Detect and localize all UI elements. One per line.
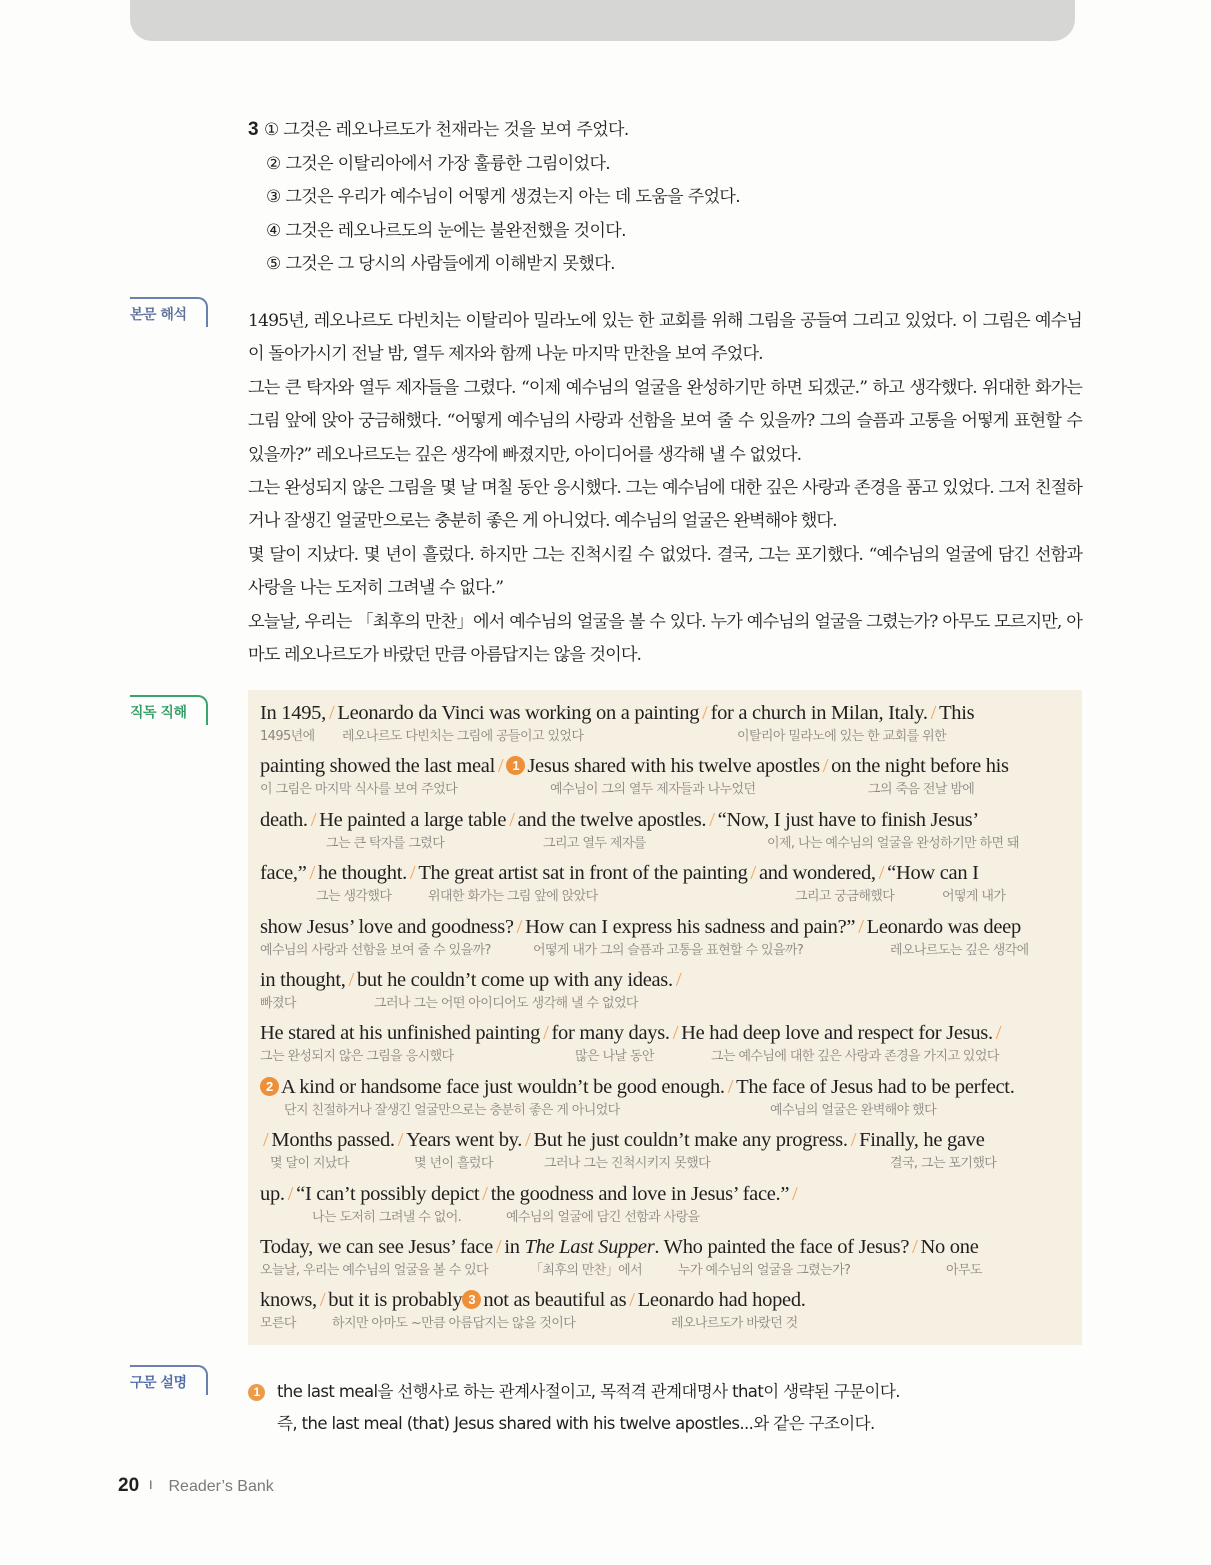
korean-gloss: 위대한 화가는 그림 앞에 앉았다 bbox=[428, 889, 598, 905]
korean-gloss: 예수님의 사랑과 선함을 보여 줄 수 있을까? bbox=[260, 942, 491, 958]
english-chunk: and wondered, bbox=[758, 862, 876, 885]
english-chunk-line bbox=[260, 914, 1070, 940]
korean-gloss: 몇 달이 지났다 bbox=[270, 1156, 349, 1172]
chunk-slash: / bbox=[287, 1182, 294, 1205]
section-tab-grammar: 구문 설명 bbox=[130, 1365, 208, 1395]
book-title: Reader’s Bank bbox=[168, 1478, 274, 1495]
english-chunk: show Jesus’ love and goodness? bbox=[260, 915, 514, 938]
chunk-slash: / bbox=[727, 1075, 734, 1098]
english-chunk: but he couldn’t come up with any ideas. bbox=[356, 968, 673, 991]
english-chunk: he thought. bbox=[317, 862, 407, 885]
english-chunk: He stared at his unfinished painting bbox=[260, 1022, 541, 1045]
korean-gloss-line bbox=[260, 832, 1070, 852]
english-chunk: He had deep love and respect for Jesus. bbox=[681, 1022, 993, 1045]
korean-gloss: 빠졌다 bbox=[260, 995, 296, 1011]
english-chunk: and the twelve apostles. bbox=[517, 808, 707, 831]
english-chunk-line bbox=[260, 1074, 1070, 1100]
reading-line bbox=[260, 914, 1070, 967]
english-chunk: “Now, I just have to finish Jesus’ bbox=[717, 808, 979, 831]
translation-paragraph: 그는 큰 탁자와 열두 제자들을 그렸다. “이제 예수님의 얼굴을 완성하기만 하면 되겠군.” 하고 생각했다. 위대한 화가는 그림 앞에 앉아 궁금해했다. “어떻게 예수님의 사랑과 선함을 보여 줄 수 있을까? 그의 슬픔과 고통을 어떻게 표현할 수 있을까?” 레오나르도는 깊은 생각에 빠졌지만, 아이디어를 생각해 낼 수 없었다. bbox=[248, 377, 1082, 465]
korean-gloss: 어떻게 내가 bbox=[942, 889, 1006, 905]
english-chunk: He painted a large table bbox=[319, 808, 507, 831]
chunk-slash: / bbox=[310, 808, 317, 831]
korean-gloss-line bbox=[260, 992, 1070, 1012]
reading-line bbox=[260, 1074, 1070, 1127]
korean-gloss: 예수님의 얼굴은 완벽해야 했다 bbox=[770, 1102, 937, 1118]
reading-line bbox=[260, 753, 1070, 806]
chunk-slash: / bbox=[495, 1235, 502, 1258]
korean-gloss: 그러나 그는 어떤 아이디어도 생각해 낼 수 없었다 bbox=[374, 995, 638, 1011]
chunk-slash: / bbox=[309, 862, 315, 885]
korean-gloss: 그는 큰 탁자를 그렸다 bbox=[326, 835, 445, 851]
english-chunk: for many days. bbox=[551, 1022, 670, 1045]
number-badge-icon: 3 bbox=[462, 1290, 481, 1309]
translation-paragraph: 몇 달이 지났다. 몇 년이 흘렀다. 하지만 그는 진척시킬 수 없었다. 결국, 그는 포기했다. “예수님의 얼굴에 담긴 선함과 사랑을 나는 도저히 그려낼 수 없다.” bbox=[248, 544, 1082, 599]
korean-gloss-line bbox=[260, 725, 1070, 745]
chunk-slash: / bbox=[319, 1289, 326, 1312]
korean-gloss: 그의 죽음 전날 밤에 bbox=[868, 782, 975, 798]
korean-gloss: 예수님의 얼굴에 담긴 선함과 사랑을 bbox=[506, 1209, 700, 1225]
chunk-slash: / bbox=[750, 862, 756, 885]
korean-gloss: 나는 도저히 그려낼 수 없어. bbox=[312, 1209, 462, 1225]
english-chunk: But he just couldn’t make any progress. bbox=[533, 1129, 848, 1152]
english-chunk: No one bbox=[920, 1235, 979, 1258]
korean-gloss: 이제, 나는 예수님의 얼굴을 완성하기만 하면 돼 bbox=[767, 835, 1019, 851]
english-chunk: up. bbox=[260, 1182, 285, 1205]
chunk-slash: / bbox=[858, 915, 864, 938]
grammar-line bbox=[248, 1376, 900, 1408]
chunk-slash: / bbox=[328, 702, 335, 724]
number-badge-icon: 1 bbox=[506, 756, 525, 775]
reading-line bbox=[260, 700, 1070, 753]
korean-gloss: 그러나 그는 진척시키지 못했다 bbox=[544, 1156, 711, 1172]
chunk-slash: / bbox=[409, 862, 416, 885]
english-chunk: In 1495, bbox=[260, 702, 326, 724]
option-text: ② 그것은 이탈리아에서 가장 훌륭한 그림이었다. bbox=[266, 153, 611, 174]
english-chunk-line bbox=[260, 753, 1070, 779]
chunk-slash: / bbox=[516, 915, 523, 938]
english-chunk: Today, we can see Jesus’ face bbox=[260, 1235, 493, 1258]
english-chunk: painting showed the last meal bbox=[260, 755, 495, 778]
english-chunk: “I can’t possibly depict bbox=[296, 1182, 480, 1205]
answer-option bbox=[248, 183, 740, 217]
korean-gloss: 아무도 bbox=[946, 1262, 982, 1278]
grammar-text: 즉, the last meal (that) Jesus shared with his twelve apostles...와 같은 구조이다. bbox=[277, 1414, 875, 1433]
top-decorative-bar bbox=[130, 0, 1075, 41]
english-chunk: The great artist sat in front of the painting bbox=[418, 862, 748, 885]
korean-gloss: 오늘날, 우리는 예수님의 얼굴을 볼 수 있다 bbox=[260, 1262, 489, 1278]
english-chunk: Years went by. bbox=[406, 1129, 523, 1152]
korean-gloss: 이 그림은 마지막 식사를 보여 주었다 bbox=[260, 782, 458, 798]
option-text: ① 그것은 레오나르도가 천재라는 것을 보여 주었다. bbox=[263, 120, 629, 140]
english-chunk: on the night before his bbox=[831, 755, 1009, 778]
chunk-slash: / bbox=[912, 1235, 918, 1258]
page-number: 20 bbox=[118, 1475, 140, 1496]
answer-option bbox=[248, 250, 740, 284]
korean-gloss: 레오나르도 다빈치는 그림에 공들이고 있었다 bbox=[342, 729, 584, 744]
korean-gloss: 그는 완성되지 않은 그림을 응시했다 bbox=[260, 1049, 454, 1065]
translation-paragraph: 그는 완성되지 않은 그림을 몇 날 며칠 동안 응시했다. 그는 예수님에 대한 깊은 사랑과 존경을 품고 있었다. 그저 친절하거나 잘생긴 얼굴만으로는 충분히 좋은 게 아니었다. 예수님의 얼굴은 완벽해야 했다. bbox=[248, 478, 1082, 532]
english-chunk: the goodness and love in Jesus’ face.” bbox=[490, 1182, 790, 1205]
english-chunk: This bbox=[939, 702, 975, 724]
english-chunk-line bbox=[260, 967, 1070, 993]
reading-line bbox=[260, 1234, 1070, 1287]
korean-gloss-line bbox=[260, 1099, 1070, 1119]
grammar-explanation bbox=[248, 1376, 900, 1440]
chunk-slash: / bbox=[543, 1022, 549, 1045]
korean-gloss: 그리고 궁금해했다 bbox=[795, 889, 895, 905]
korean-gloss: 예수님이 그의 열두 제자들과 나누었던 bbox=[550, 782, 756, 798]
english-chunk: The Last Supper bbox=[524, 1235, 655, 1258]
english-chunk-line bbox=[260, 807, 1070, 833]
korean-gloss: 그리고 열두 제자를 bbox=[543, 835, 646, 851]
section-tab-direct-reading: 직독 직해 bbox=[130, 695, 208, 725]
reading-line bbox=[260, 1181, 1070, 1234]
english-chunk: . Who painted the face of Jesus? bbox=[654, 1235, 910, 1258]
korean-gloss: 레오나르도가 바랐던 것 bbox=[671, 1316, 798, 1332]
chunk-slash: / bbox=[509, 808, 515, 831]
english-chunk: Leonardo had hoped. bbox=[637, 1289, 806, 1312]
korean-gloss: 누가 예수님의 얼굴을 그렸는가? bbox=[678, 1262, 851, 1278]
english-chunk: for a church in Milan, Italy. bbox=[710, 702, 928, 724]
chunk-slash: / bbox=[672, 1022, 679, 1045]
reading-line bbox=[260, 1020, 1070, 1073]
english-chunk: Months passed. bbox=[271, 1129, 395, 1152]
korean-gloss: 그는 생각했다 bbox=[316, 889, 392, 905]
english-chunk: but it is probably bbox=[328, 1289, 463, 1312]
number-badge-icon: 1 bbox=[248, 1384, 265, 1401]
footer-separator: I bbox=[149, 1478, 153, 1492]
question-number: 3 bbox=[248, 119, 258, 140]
korean-gloss: 많은 나날 동안 bbox=[575, 1049, 654, 1065]
reading-line bbox=[260, 860, 1070, 913]
chunk-slash: / bbox=[263, 1129, 269, 1152]
answer-option bbox=[248, 217, 740, 251]
english-chunk: in thought, bbox=[260, 968, 346, 991]
english-chunk: “How can I bbox=[887, 862, 979, 885]
korean-gloss: 1495년에 bbox=[260, 729, 315, 744]
korean-gloss-line bbox=[260, 939, 1070, 959]
chunk-slash: / bbox=[525, 1129, 531, 1152]
grammar-line bbox=[248, 1408, 900, 1440]
grammar-text: the last meal을 선행사로 하는 관계사절이고, 목적격 관계대명사 that이 생략된 구문이다. bbox=[277, 1382, 900, 1401]
english-chunk: A kind or handsome face just wouldn’t be good enough. bbox=[281, 1075, 725, 1098]
answer-options bbox=[248, 116, 740, 284]
korean-gloss-line bbox=[260, 778, 1070, 798]
chunk-slash: / bbox=[497, 755, 504, 778]
korean-gloss: 단지 친절하거나 잘생긴 얼굴만으로는 충분히 좋은 게 아니었다 bbox=[284, 1102, 620, 1118]
english-chunk-line bbox=[260, 700, 1070, 726]
korean-gloss: 「최후의 만찬」에서 bbox=[530, 1262, 643, 1278]
korean-gloss: 몇 년이 흘렀다 bbox=[414, 1156, 493, 1172]
korean-gloss-line bbox=[260, 1045, 1070, 1065]
english-chunk: How can I express his sadness and pain?” bbox=[525, 915, 856, 938]
chunk-slash: / bbox=[348, 968, 354, 991]
korean-gloss-line bbox=[260, 1206, 1070, 1226]
chunk-slash: / bbox=[482, 1182, 488, 1205]
option-text: ③ 그것은 우리가 예수님이 어떻게 생겼는지 아는 데 도움을 주었다. bbox=[266, 187, 741, 207]
english-chunk: Leonardo was deep bbox=[866, 915, 1021, 938]
chunk-slash: / bbox=[397, 1129, 404, 1152]
english-chunk-line bbox=[260, 1234, 1070, 1260]
english-chunk: not as beautiful as bbox=[483, 1289, 627, 1312]
english-chunk-line bbox=[260, 1020, 1070, 1046]
english-chunk-line bbox=[260, 860, 1070, 886]
chunk-slash: / bbox=[930, 702, 937, 724]
translation-paragraph: 1495년, 레오나르도 다빈치는 이탈리아 밀라노에 있는 한 교회를 위해 그림을 공들여 그리고 있었다. 이 그림은 예수님이 돌아가시기 전날 밤, 열두 제자와 함께 나눈 마지막 만찬을 보여 주었다. bbox=[248, 311, 1082, 365]
korean-gloss: 이탈리아 밀라노에 있는 한 교회를 위한 bbox=[737, 729, 946, 744]
english-chunk: face,” bbox=[260, 862, 307, 885]
chunk-slash: / bbox=[822, 755, 829, 778]
korean-gloss: 어떻게 내가 그의 슬픔과 고통을 표현할 수 있을까? bbox=[533, 942, 804, 958]
english-chunk-line bbox=[260, 1127, 1070, 1153]
option-text: ⑤ 그것은 그 당시의 사람들에게 이해받지 못했다. bbox=[266, 254, 615, 274]
korean-gloss-line bbox=[260, 1152, 1070, 1172]
translation-paragraph: 오늘날, 우리는 「최후의 만찬」에서 예수님의 얼굴을 볼 수 있다. 누가 예수님의 얼굴을 그렸는가? 아무도 모르지만, 아마도 레오나르도가 바랐던 만큼 아름답지는 않을 것이다. bbox=[248, 611, 1082, 666]
chunk-slash: / bbox=[878, 862, 885, 885]
answer-option bbox=[248, 116, 740, 150]
korean-gloss: 하지만 아마도 ~만큼 아름답지는 않을 것이다 bbox=[332, 1316, 576, 1332]
english-chunk: Leonardo da Vinci was working on a painting bbox=[337, 702, 700, 724]
english-chunk: Finally, he gave bbox=[859, 1129, 985, 1152]
korean-gloss-line bbox=[260, 1312, 1070, 1332]
chunk-slash: / bbox=[675, 968, 682, 991]
korean-gloss-line bbox=[260, 1259, 1070, 1279]
translation-body bbox=[248, 305, 1082, 672]
reading-line bbox=[260, 1287, 1070, 1340]
english-chunk: in bbox=[504, 1235, 520, 1258]
english-chunk: The face of Jesus had to be perfect. bbox=[736, 1075, 1015, 1098]
answer-option bbox=[248, 150, 740, 184]
korean-gloss: 결국, 그는 포기했다 bbox=[890, 1156, 997, 1172]
english-chunk: death. bbox=[260, 808, 308, 831]
reading-line bbox=[260, 807, 1070, 860]
reading-line bbox=[260, 1127, 1070, 1180]
korean-gloss: 그는 예수님에 대한 깊은 사랑과 존경을 가지고 있었다 bbox=[711, 1049, 999, 1065]
korean-gloss-line bbox=[260, 885, 1070, 905]
reading-line bbox=[260, 967, 1070, 1020]
chunk-slash: / bbox=[709, 808, 715, 831]
chunk-slash: / bbox=[792, 1182, 798, 1205]
direct-reading-box bbox=[248, 690, 1082, 1345]
korean-gloss: 모른다 bbox=[260, 1316, 296, 1332]
number-badge-icon: 2 bbox=[260, 1077, 279, 1096]
chunk-slash: / bbox=[995, 1022, 1002, 1045]
chunk-slash: / bbox=[629, 1289, 635, 1312]
english-chunk-line bbox=[260, 1287, 1070, 1313]
chunk-slash: / bbox=[702, 702, 708, 724]
chunk-slash: / bbox=[850, 1129, 857, 1152]
option-text: ④ 그것은 레오나르도의 눈에는 불완전했을 것이다. bbox=[266, 220, 626, 241]
page-footer bbox=[118, 1475, 274, 1497]
english-chunk: knows, bbox=[260, 1289, 317, 1312]
english-chunk-line bbox=[260, 1181, 1070, 1207]
korean-gloss: 레오나르도는 깊은 생각에 bbox=[890, 942, 1029, 958]
section-tab-translation: 본문 해석 bbox=[130, 297, 208, 327]
english-chunk: Jesus shared with his twelve apostles bbox=[527, 755, 820, 778]
